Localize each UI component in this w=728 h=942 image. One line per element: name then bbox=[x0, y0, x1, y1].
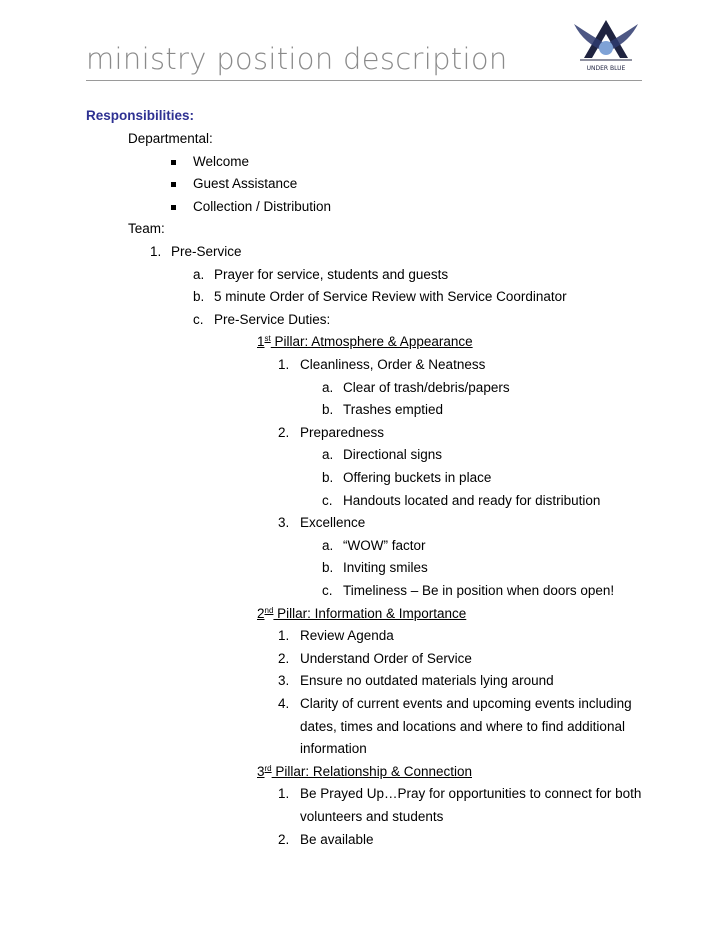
list-item-text: volunteers and students bbox=[300, 809, 444, 824]
page-title: ministry position description bbox=[86, 42, 508, 76]
list-marker: 2. bbox=[278, 650, 290, 666]
list-marker: c. bbox=[322, 583, 333, 598]
list-marker: a. bbox=[193, 266, 205, 282]
list-item-text: Inviting smiles bbox=[343, 560, 428, 576]
list-item-text: Guest Assistance bbox=[193, 176, 298, 192]
list-item-text: Pre-Service Duties: bbox=[214, 311, 331, 327]
list-item-text: Excellence bbox=[300, 515, 366, 531]
list-item-text: Timeliness – Be in position when doors open! bbox=[343, 583, 615, 598]
list-item-text: Be Prayed Up…Pray for opportunities to connect for both bbox=[300, 786, 642, 802]
list-item-text: Cleanliness, Order & Neatness bbox=[300, 357, 486, 372]
list-item-text bbox=[257, 334, 473, 350]
square-bullet bbox=[171, 160, 176, 165]
list-item-text: information bbox=[300, 741, 367, 757]
list-marker: 1. bbox=[150, 244, 162, 259]
list-item-text bbox=[257, 606, 466, 622]
list-item-text: dates, times and locations and where to find additional bbox=[300, 718, 625, 734]
ministry-logo-icon bbox=[570, 14, 642, 76]
list-marker: c. bbox=[193, 311, 204, 327]
list-item-text: Preparedness bbox=[300, 424, 385, 440]
list-marker: b. bbox=[193, 289, 205, 305]
pillar-title: Pillar: Atmosphere & Appearance bbox=[270, 334, 473, 350]
square-bullet bbox=[171, 205, 176, 210]
list-item-text: Prayer for service, students and guests bbox=[214, 266, 449, 282]
list-marker: 4. bbox=[278, 696, 290, 711]
pillar-number: 3 bbox=[257, 763, 265, 779]
list-item-text: Directional signs bbox=[343, 447, 443, 463]
list-marker: 1. bbox=[278, 357, 290, 372]
square-bullet bbox=[171, 182, 176, 187]
list-marker: c. bbox=[322, 492, 333, 508]
list-marker: a. bbox=[322, 379, 334, 395]
list-marker: 3. bbox=[278, 673, 290, 689]
list-marker: a. bbox=[322, 537, 334, 553]
list-item-text: Collection / Distribution bbox=[193, 198, 332, 214]
list-item-text bbox=[257, 764, 472, 780]
pillar-title: Pillar: Relationship & Connection bbox=[271, 763, 472, 779]
list-marker: 1. bbox=[278, 628, 290, 644]
list-item-text: Departmental: bbox=[128, 131, 213, 146]
responsibilities-heading: Responsibilities: bbox=[86, 108, 195, 123]
list-marker: 3. bbox=[278, 515, 290, 531]
list-marker: 2. bbox=[278, 424, 290, 440]
list-item-text: Trashes emptied bbox=[343, 402, 444, 418]
title-divider bbox=[86, 80, 642, 81]
list-item-text: Team: bbox=[128, 221, 165, 237]
list-item-text: Welcome bbox=[193, 153, 250, 169]
list-item-text: Understand Order of Service bbox=[300, 650, 472, 666]
list-item-text: Clarity of current events and upcoming events including bbox=[300, 696, 632, 711]
list-marker: b. bbox=[322, 560, 334, 576]
list-marker: 2. bbox=[278, 831, 290, 847]
pillar-ordinal: st bbox=[264, 334, 271, 344]
list-marker: 1. bbox=[278, 786, 290, 802]
list-item-text: Clear of trash/debris/papers bbox=[343, 379, 510, 395]
list-item-text: Offering buckets in place bbox=[343, 470, 492, 485]
list-marker: b. bbox=[322, 470, 334, 485]
list-marker: b. bbox=[322, 402, 334, 418]
list-item-text: 5 minute Order of Service Review with Service Coordinator bbox=[214, 289, 567, 305]
pillar-number: 1 bbox=[257, 334, 265, 350]
list-item-text: Pre-Service bbox=[171, 244, 242, 259]
list-item-text: Ensure no outdated materials lying around bbox=[300, 673, 554, 689]
logo-text: UNDER BLUE bbox=[586, 65, 626, 72]
pillar-title: Pillar: Information & Importance bbox=[273, 605, 467, 621]
list-item-text: Handouts located and ready for distribution bbox=[343, 492, 601, 508]
list-item-text: “WOW” factor bbox=[343, 537, 426, 553]
list-marker: a. bbox=[322, 447, 334, 463]
pillar-ordinal: rd bbox=[264, 763, 272, 773]
pillar-number: 2 bbox=[257, 605, 265, 621]
list-item-text: Be available bbox=[300, 831, 374, 847]
list-item-text: Review Agenda bbox=[300, 628, 394, 644]
pillar-ordinal: nd bbox=[264, 605, 274, 615]
